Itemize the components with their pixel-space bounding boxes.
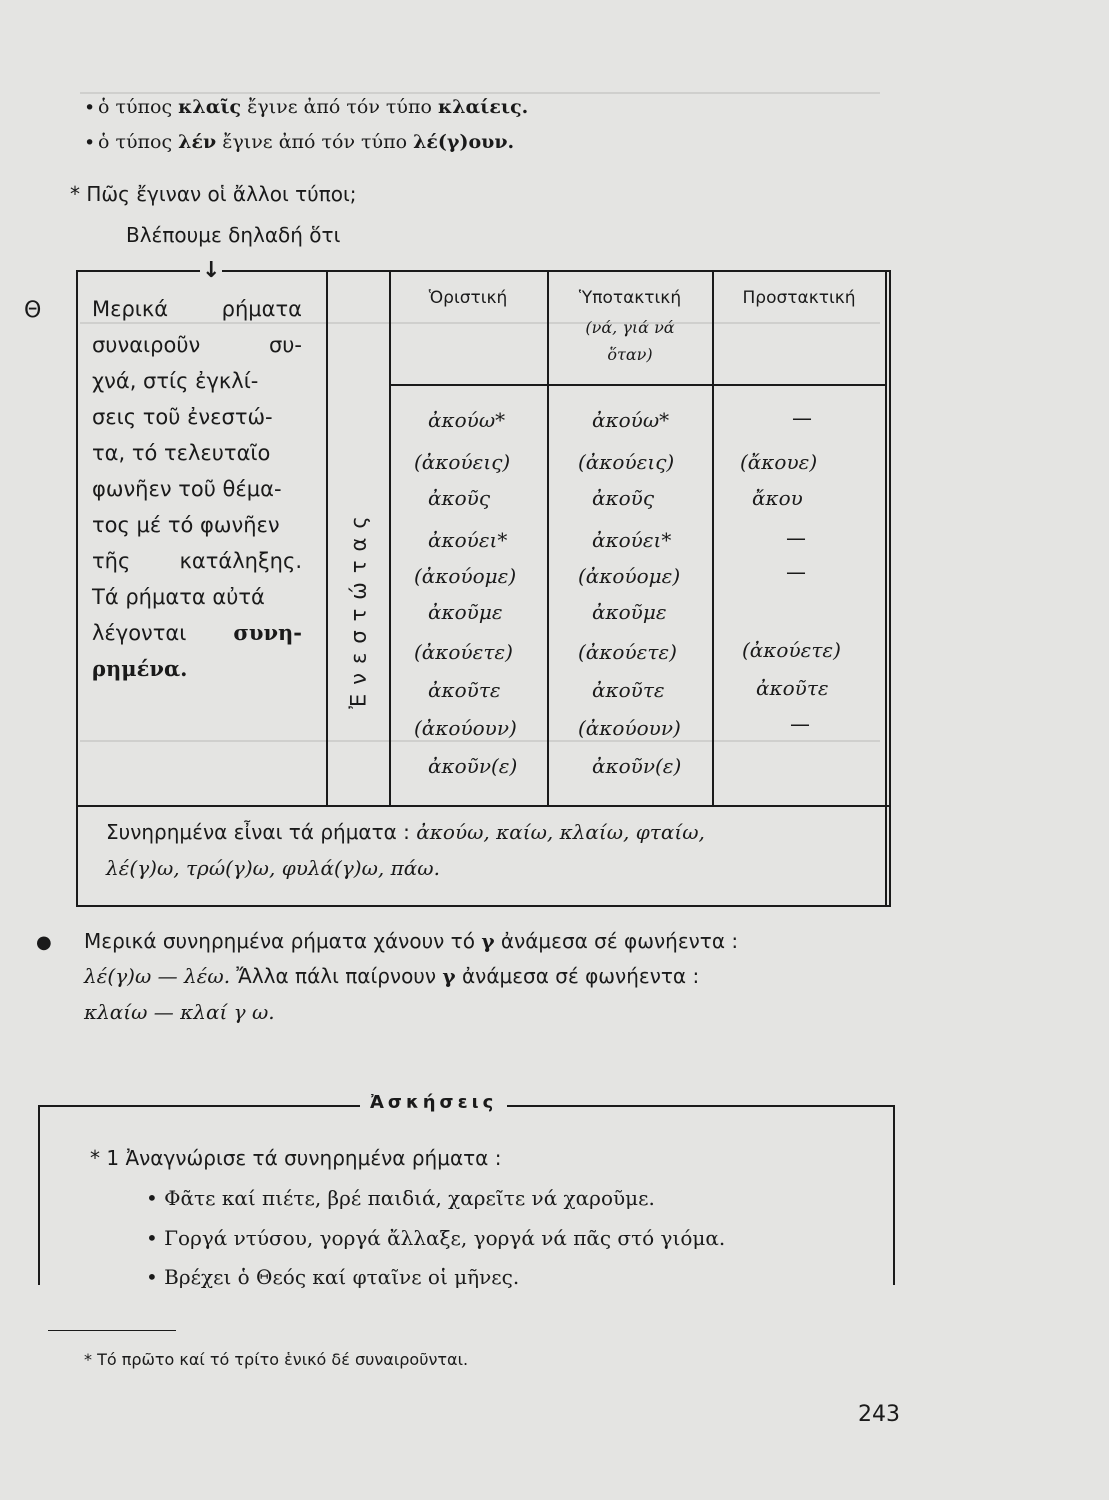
page-number: 243	[858, 1402, 900, 1427]
form-cell: ἀκούω*	[428, 408, 506, 432]
exercise-instruction: * 1 Ἀναγνώρισε τά συνηρημένα ρήματα :	[90, 1146, 502, 1170]
note-line-3: κλαίω — κλαί γ ω.	[84, 1000, 275, 1024]
rule-line: ρημένα.	[92, 656, 188, 681]
form-cell: —	[792, 406, 812, 430]
rule-line: τα, τό τελευταῖο	[92, 441, 271, 465]
form-cell: ἀκοῦτε	[428, 678, 501, 702]
form-cell: —	[786, 560, 806, 584]
table-divider	[712, 270, 714, 805]
question-line: * Πῶς ἔγιναν οἱ ἄλλοι τύποι;	[70, 182, 357, 206]
form-cell: —	[790, 712, 810, 736]
form-cell: (ἀκούουν)	[578, 716, 681, 740]
form-cell: ἄκου	[752, 486, 803, 510]
form-cell: (ἀκούετε)	[742, 638, 841, 662]
rule-line: λέγονται συνη-	[92, 620, 302, 645]
exercise-item: • Βρέχει ὁ Θεός καί φταῖνε οἱ μῆνες.	[146, 1265, 519, 1289]
form-cell: ἀκοῦτε	[592, 678, 665, 702]
bleed-through-line	[80, 92, 880, 94]
exercises-title: Ἀσκήσεις	[360, 1092, 507, 1113]
exercise-item: • Φᾶτε καί πιέτε, βρέ παιδιά, χαρεῖτε νά χαροῦμε.	[146, 1186, 655, 1210]
form-cell: (ἀκούεις)	[578, 450, 675, 474]
table-divider	[885, 805, 887, 907]
note-line-1: Μερικά συνηρημένα ρήματα χάνουν τό γ ἀνάμεσα σέ φωνήεντα :	[84, 929, 739, 953]
form-cell: (ἀκούομε)	[414, 564, 517, 588]
note-bullet-icon: ●	[36, 932, 52, 953]
form-cell: (ἀκούεις)	[414, 450, 511, 474]
form-cell: ἀκοῦτε	[756, 676, 829, 700]
rule-line: Τά ρήματα αὐτά	[92, 585, 265, 609]
bullet-icon: •	[84, 132, 96, 154]
footnote: * Τό πρῶτο καί τό τρίτο ἑνικό δέ συναιροῦνται.	[84, 1350, 469, 1369]
form-cell: (ἀκούομε)	[578, 564, 681, 588]
form-cell: ἀκούει*	[592, 528, 672, 552]
exercise-item: • Γοργά ντύσου, γοργά ἄλλαξε, γοργά νά πᾶς στό γιόμα.	[146, 1226, 725, 1250]
note-line-2: λέ(γ)ω — λέω. Ἄλλα πάλι παίρνουν γ ἀνάμεσα σέ φωνήεντα :	[84, 964, 700, 988]
tense-label: Ἐνεστώτας	[347, 506, 371, 709]
header-indicative: Ὁριστική	[428, 288, 508, 308]
rule-text	[92, 291, 302, 687]
table-divider	[389, 384, 887, 386]
header-imperative: Προστακτική	[742, 288, 856, 308]
form-cell: ἀκούει*	[428, 528, 508, 552]
table-footer-line-2: λέ(γ)ω, τρώ(γ)ω, φυλά(γ)ω, πάω.	[106, 856, 440, 880]
form-cell: (ἀκούετε)	[414, 640, 513, 664]
form-cell: ἀκοῦν(ε)	[592, 754, 682, 778]
header-subjunctive-note: ὅταν)	[607, 345, 653, 364]
form-cell: (ἀκούετε)	[578, 640, 677, 664]
table-divider	[76, 805, 891, 807]
form-cell: ἀκοῦμε	[592, 600, 667, 624]
table-divider	[885, 270, 887, 805]
rule-line: τος μέ τό φωνῆεν	[92, 513, 280, 537]
table-divider	[547, 270, 549, 805]
rule-line: σεις τοῦ ἐνεστώ-	[92, 405, 273, 429]
rule-line: συναιροῦν συ-	[92, 333, 302, 357]
form-cell: —	[786, 526, 806, 550]
header-subjunctive-note: (νά, γιά νά	[585, 318, 675, 337]
rule-line: τῆς κατάληξης.	[92, 549, 302, 573]
intro-line-2: ὁ τύπος λέν ἔγινε ἀπό τόν τύπο λέ(γ)ουν.	[98, 131, 515, 153]
rule-line: χνά, στίς ἐγκλί-	[92, 369, 259, 393]
form-cell: ἀκοῦμε	[428, 600, 503, 624]
header-subjunctive: Ὑποτακτική	[578, 288, 682, 308]
form-cell: (ἄκουε)	[740, 450, 818, 474]
margin-theta-icon: Θ	[24, 298, 42, 323]
form-cell: (ἀκούουν)	[414, 716, 517, 740]
table-footer-line-1: Συνηρημένα εἶναι τά ρήματα : ἀκούω, καίω, κλαίω, φταίω,	[106, 820, 705, 844]
form-cell: ἀκοῦν(ε)	[428, 754, 518, 778]
lead-line: Βλέπουμε δηλαδή ὅτι	[126, 223, 341, 247]
bullet-icon: •	[84, 97, 96, 119]
form-cell: ἀκοῦς	[428, 486, 491, 510]
intro-line-1: ὁ τύπος κλαῖς ἔγινε ἀπό τόν τύπο κλαίεις.	[98, 96, 529, 118]
form-cell: ἀκούω*	[592, 408, 670, 432]
rule-line: Μερικά ρήματα	[92, 297, 302, 321]
arrow-down-icon: ↓	[202, 258, 221, 283]
footnote-rule	[48, 1330, 176, 1331]
form-cell: ἀκοῦς	[592, 486, 655, 510]
rule-line: φωνῆεν τοῦ θέμα-	[92, 477, 282, 501]
